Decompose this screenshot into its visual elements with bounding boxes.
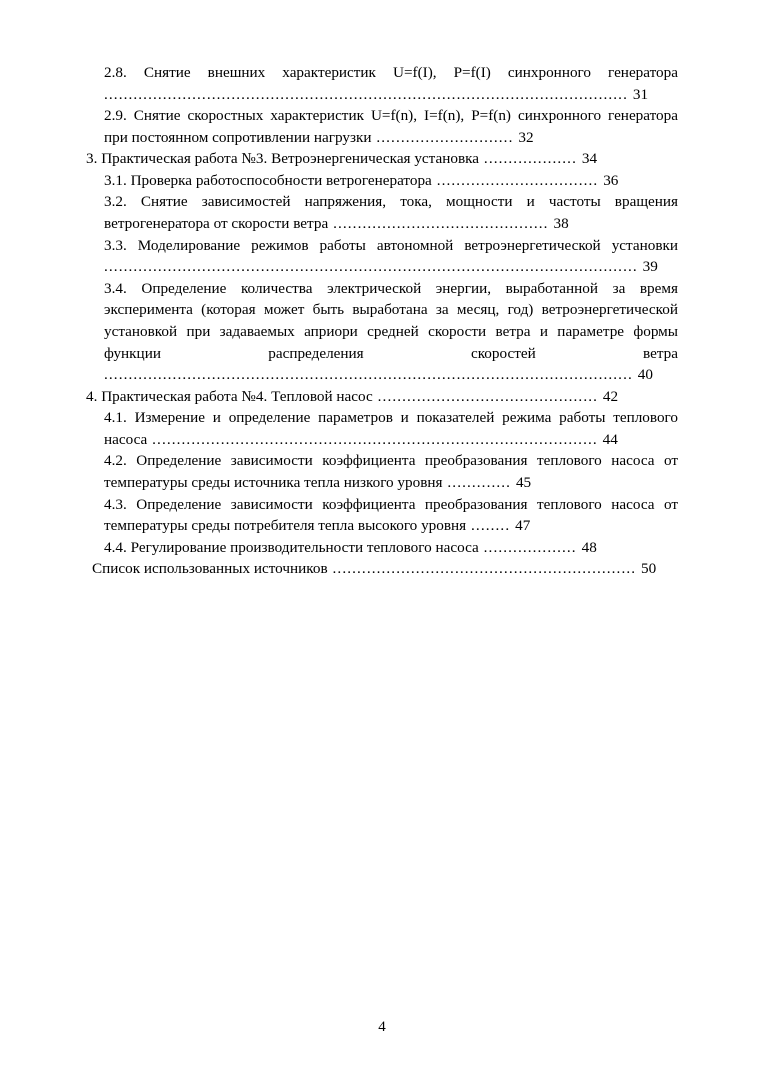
toc-entry[interactable]	[86, 537, 678, 559]
toc-entry[interactable]	[86, 450, 678, 493]
page-number-footer: 4	[378, 1019, 386, 1035]
toc-leader-dots: ..............................................................	[327, 560, 642, 578]
toc-entry-page-number: 48	[581, 538, 597, 556]
toc-entry-title: 3.3. Моделирование режимов работы автономной ветроэнергетической установки	[104, 236, 678, 254]
toc-entry-page-number: 50	[641, 560, 657, 578]
toc-entry-title: 4.4. Регулирование производительности теплового насоса	[104, 538, 479, 556]
toc-leader-dots: .............	[442, 473, 516, 491]
toc-entry-title: 3. Практическая работа №3. Ветроэнергеническая установка	[86, 150, 480, 168]
toc-leader-dots: ...................	[478, 538, 582, 556]
table-of-contents	[86, 62, 678, 580]
toc-entry-title: 4.2. Определение зависимости коэффициента преобразования теплового насоса от температуры среды источника тепла низкого уровня	[104, 452, 678, 491]
toc-leader-dots: ............................................	[328, 215, 554, 233]
toc-entry-page-number: 31	[632, 85, 649, 103]
toc-entry-title: 4.3. Определение зависимости коэффициента преобразования теплового насоса от температуры среды потребителя тепла высокого уровня	[104, 495, 678, 535]
toc-entry-title: 3.2. Снятие зависимостей напряжения, тока, мощности и частоты вращения ветрогенератора от скорости ветра	[104, 193, 678, 233]
toc-leader-dots: ...................	[479, 150, 582, 168]
toc-entry-page-number: 45	[515, 473, 532, 491]
toc-entry[interactable]	[86, 148, 678, 170]
toc-entry-title: 4.1. Измерение и определение параметров и показателей режима работы теплового насоса	[104, 409, 678, 448]
toc-entry-title: Список использованных источников	[92, 560, 328, 578]
toc-entry[interactable]	[86, 191, 678, 234]
toc-entry-page-number: 40	[637, 366, 653, 384]
toc-entry[interactable]	[86, 235, 678, 278]
toc-leader-dots: .............................................................................................................	[104, 258, 643, 276]
toc-leader-dots: ...........................................................................................	[147, 430, 603, 448]
toc-entry[interactable]	[86, 386, 678, 408]
toc-entry[interactable]	[86, 278, 678, 386]
toc-entry[interactable]	[86, 407, 678, 450]
toc-entry-title: 4. Практическая работа №4. Тепловой насос	[86, 387, 373, 405]
toc-entry-page-number: 42	[602, 387, 619, 405]
toc-entry[interactable]	[86, 558, 678, 580]
toc-entry-title: 3.4. Определение количества электрической энергии, выработанной за время эксперимента (которая может быть выработана за месяц, год) ветроэнергетической установкой при задаваемых априори средней скорости ветра и параметре формы функции распределения скоростей ветра	[104, 279, 678, 362]
toc-leader-dots: ........	[466, 517, 516, 535]
toc-entry[interactable]	[86, 494, 678, 537]
toc-entry-title: 2.8. Снятие внешних характеристик U=f(I), P=f(I) синхронного генератора	[104, 64, 678, 81]
toc-entry-page-number: 34	[581, 150, 598, 168]
toc-leader-dots: ...........................................................................................................	[104, 85, 633, 103]
toc-entry[interactable]	[86, 105, 678, 148]
toc-leader-dots: .................................	[431, 171, 604, 189]
toc-entry-page-number: 38	[553, 215, 569, 233]
toc-entry-page-number: 44	[602, 430, 618, 448]
toc-leader-dots: ............................	[371, 128, 519, 146]
toc-leader-dots: ............................................................................................................	[104, 366, 638, 384]
toc-leader-dots: .............................................	[372, 387, 603, 405]
toc-entry[interactable]	[86, 62, 678, 105]
toc-entry-page-number: 39	[642, 258, 658, 276]
toc-entry[interactable]	[86, 170, 678, 192]
toc-entry-page-number: 36	[603, 171, 619, 189]
toc-entry-page-number: 32	[518, 128, 534, 146]
toc-entry-page-number: 47	[515, 517, 531, 535]
toc-entry-title: 2.9. Снятие скоростных характеристик U=f(n), I=f(n), P=f(n) синхронного генератора при постоянном сопротивлении нагрузки	[104, 107, 678, 146]
toc-entry-title: 3.1. Проверка работоспособности ветрогенератора	[104, 171, 432, 189]
